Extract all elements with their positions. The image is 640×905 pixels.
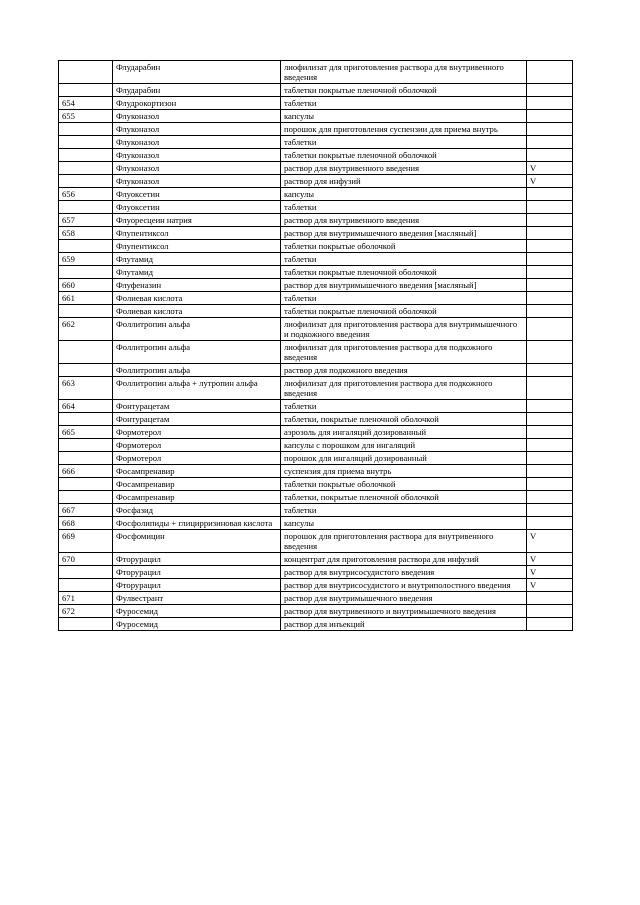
table-row (59, 201, 573, 214)
drug-name-cell: Флуконазол (113, 175, 281, 188)
drug-name-cell: Фоллитропин альфа (113, 318, 281, 341)
table-row (59, 504, 573, 517)
table-row (59, 566, 573, 579)
dosage-form-cell: таблетки покрытые пленочной оболочкой (281, 84, 527, 97)
table-row (59, 292, 573, 305)
dosage-form-cell: порошок для приготовления раствора для внутривенного введения (281, 530, 527, 553)
vital-mark-cell (527, 517, 573, 530)
vital-mark-cell: V (527, 175, 573, 188)
drug-name-cell: Фосампренавир (113, 465, 281, 478)
drug-name-cell: Фторурацил (113, 553, 281, 566)
dosage-form-cell: лиофилизат для приготовления раствора для подкожного введения (281, 377, 527, 400)
table-row (59, 618, 573, 631)
drug-name-cell: Флудрокортизон (113, 97, 281, 110)
drug-name-cell: Фосфомицин (113, 530, 281, 553)
drug-table (58, 60, 573, 631)
vital-mark-cell (527, 341, 573, 364)
vital-mark-cell (527, 84, 573, 97)
drug-name-cell: Фосфазид (113, 504, 281, 517)
row-number-cell: 655 (59, 110, 113, 123)
row-number-cell (59, 413, 113, 426)
row-number-cell: 667 (59, 504, 113, 517)
table-row (59, 491, 573, 504)
drug-name-cell: Фолиевая кислота (113, 292, 281, 305)
row-number-cell: 656 (59, 188, 113, 201)
drug-name-cell: Фуросемид (113, 618, 281, 631)
dosage-form-cell: таблетки (281, 136, 527, 149)
row-number-cell (59, 341, 113, 364)
dosage-form-cell: раствор для подкожного введения (281, 364, 527, 377)
dosage-form-cell: концентрат для приготовления раствора для инфузий (281, 553, 527, 566)
row-number-cell (59, 478, 113, 491)
drug-name-cell: Фосфолипиды + глицирризиновая кислота (113, 517, 281, 530)
dosage-form-cell: таблетки покрытые оболочкой (281, 478, 527, 491)
table-row (59, 97, 573, 110)
row-number-cell: 662 (59, 318, 113, 341)
table-row (59, 214, 573, 227)
drug-name-cell: Флупентиксол (113, 240, 281, 253)
dosage-form-cell: таблетки покрытые пленочной оболочкой (281, 149, 527, 162)
table-row (59, 175, 573, 188)
row-number-cell: 661 (59, 292, 113, 305)
drug-name-cell: Флутамид (113, 253, 281, 266)
table-row (59, 413, 573, 426)
dosage-form-cell: раствор для внутримышечного введения [масляный] (281, 227, 527, 240)
drug-name-cell: Флударабин (113, 84, 281, 97)
vital-mark-cell (527, 504, 573, 517)
drug-name-cell: Фолиевая кислота (113, 305, 281, 318)
drug-name-cell: Флутамид (113, 266, 281, 279)
vital-mark-cell (527, 377, 573, 400)
drug-name-cell: Фоллитропин альфа + лутропин альфа (113, 377, 281, 400)
vital-mark-cell (527, 188, 573, 201)
vital-mark-cell (527, 279, 573, 292)
dosage-form-cell: порошок для приготовления суспензии для приема внутрь (281, 123, 527, 136)
vital-mark-cell (527, 253, 573, 266)
row-number-cell: 671 (59, 592, 113, 605)
row-number-cell (59, 84, 113, 97)
table-row (59, 318, 573, 341)
row-number-cell: 654 (59, 97, 113, 110)
drug-name-cell: Флуконазол (113, 110, 281, 123)
table-row (59, 364, 573, 377)
table-row (59, 341, 573, 364)
drug-name-cell: Флуоксетин (113, 201, 281, 214)
vital-mark-cell (527, 465, 573, 478)
dosage-form-cell: раствор для внутрисосудистого введения (281, 566, 527, 579)
table-row (59, 149, 573, 162)
dosage-form-cell: таблетки покрытые пленочной оболочкой (281, 266, 527, 279)
row-number-cell: 663 (59, 377, 113, 400)
dosage-form-cell: таблетки (281, 201, 527, 214)
dosage-form-cell: раствор для внутримышечного введения (281, 592, 527, 605)
table-row (59, 305, 573, 318)
vital-mark-cell (527, 266, 573, 279)
dosage-form-cell: раствор для внутривенного введения (281, 214, 527, 227)
row-number-cell: 669 (59, 530, 113, 553)
row-number-cell (59, 566, 113, 579)
table-row (59, 188, 573, 201)
row-number-cell (59, 305, 113, 318)
dosage-form-cell: таблетки (281, 400, 527, 413)
vital-mark-cell (527, 110, 573, 123)
dosage-form-cell: таблетки (281, 292, 527, 305)
drug-name-cell: Флупентиксол (113, 227, 281, 240)
vital-mark-cell (527, 491, 573, 504)
vital-mark-cell (527, 318, 573, 341)
dosage-form-cell: капсулы (281, 110, 527, 123)
drug-name-cell: Формотерол (113, 452, 281, 465)
dosage-form-cell: порошок для ингаляций дозированный (281, 452, 527, 465)
drug-name-cell: Флуфеназин (113, 279, 281, 292)
table-row (59, 377, 573, 400)
table-row (59, 579, 573, 592)
dosage-form-cell: таблетки покрытые оболочкой (281, 240, 527, 253)
table-row (59, 605, 573, 618)
vital-mark-cell (527, 201, 573, 214)
drug-name-cell: Формотерол (113, 439, 281, 452)
row-number-cell (59, 123, 113, 136)
table-row (59, 266, 573, 279)
row-number-cell (59, 439, 113, 452)
table-row (59, 592, 573, 605)
table-row (59, 227, 573, 240)
row-number-cell (59, 491, 113, 504)
drug-name-cell: Флуконазол (113, 123, 281, 136)
dosage-form-cell: таблетки, покрытые пленочной оболочкой (281, 491, 527, 504)
drug-name-cell: Фулвестрант (113, 592, 281, 605)
row-number-cell (59, 136, 113, 149)
dosage-form-cell: таблетки, покрытые пленочной оболочкой (281, 413, 527, 426)
dosage-form-cell: лиофилизат для приготовления раствора для внутривенного введения (281, 61, 527, 84)
dosage-form-cell: таблетки покрытые пленочной оболочкой (281, 305, 527, 318)
table-row (59, 279, 573, 292)
row-number-cell (59, 364, 113, 377)
drug-name-cell: Флуоксетин (113, 188, 281, 201)
row-number-cell (59, 240, 113, 253)
vital-mark-cell (527, 227, 573, 240)
table-row (59, 465, 573, 478)
row-number-cell: 660 (59, 279, 113, 292)
drug-name-cell: Фуросемид (113, 605, 281, 618)
dosage-form-cell: лиофилизат для приготовления раствора для внутримышечного и подкожного введения (281, 318, 527, 341)
dosage-form-cell: раствор для внутривенного и внутримышечного введения (281, 605, 527, 618)
table-row (59, 517, 573, 530)
dosage-form-cell: раствор для инфузий (281, 175, 527, 188)
drug-name-cell: Флуконазол (113, 136, 281, 149)
dosage-form-cell: таблетки (281, 253, 527, 266)
drug-name-cell: Флуконазол (113, 149, 281, 162)
dosage-form-cell: капсулы (281, 517, 527, 530)
table-row (59, 123, 573, 136)
table-row (59, 439, 573, 452)
drug-name-cell: Флуоресцеин натрия (113, 214, 281, 227)
drug-name-cell: Фосампренавир (113, 491, 281, 504)
table-row (59, 452, 573, 465)
drug-name-cell: Флуконазол (113, 162, 281, 175)
row-number-cell (59, 618, 113, 631)
vital-mark-cell: V (527, 530, 573, 553)
table-row (59, 84, 573, 97)
vital-mark-cell: V (527, 162, 573, 175)
dosage-form-cell: лиофилизат для приготовления раствора для подкожного введения (281, 341, 527, 364)
drug-name-cell: Фоллитропин альфа (113, 341, 281, 364)
table-row (59, 240, 573, 253)
vital-mark-cell (527, 240, 573, 253)
row-number-cell: 658 (59, 227, 113, 240)
vital-mark-cell: V (527, 553, 573, 566)
table-row (59, 530, 573, 553)
vital-mark-cell (527, 123, 573, 136)
dosage-form-cell: раствор для инъекций (281, 618, 527, 631)
drug-name-cell: Фосампренавир (113, 478, 281, 491)
drug-name-cell: Фонтурацетам (113, 413, 281, 426)
table-row (59, 162, 573, 175)
vital-mark-cell (527, 426, 573, 439)
dosage-form-cell: раствор для внутривенного введения (281, 162, 527, 175)
vital-mark-cell (527, 605, 573, 618)
drug-name-cell: Фоллитропин альфа (113, 364, 281, 377)
row-number-cell (59, 175, 113, 188)
dosage-form-cell: аэрозоль для ингаляций дозированный (281, 426, 527, 439)
vital-mark-cell (527, 439, 573, 452)
vital-mark-cell (527, 149, 573, 162)
vital-mark-cell (527, 305, 573, 318)
drug-name-cell: Фторурацил (113, 566, 281, 579)
row-number-cell (59, 162, 113, 175)
table-row (59, 136, 573, 149)
drug-table-body (59, 61, 573, 631)
drug-name-cell: Формотерол (113, 426, 281, 439)
row-number-cell (59, 201, 113, 214)
row-number-cell (59, 61, 113, 84)
table-row (59, 478, 573, 491)
dosage-form-cell: таблетки (281, 97, 527, 110)
table-row (59, 426, 573, 439)
dosage-form-cell: суспензия для приема внутрь (281, 465, 527, 478)
table-row (59, 253, 573, 266)
dosage-form-cell: таблетки (281, 504, 527, 517)
table-row (59, 61, 573, 84)
vital-mark-cell (527, 97, 573, 110)
table-row (59, 553, 573, 566)
drug-name-cell: Фонтурацетам (113, 400, 281, 413)
dosage-form-cell: раствор для внутрисосудистого и внутриполостного введения (281, 579, 527, 592)
drug-name-cell: Фторурацил (113, 579, 281, 592)
table-row (59, 110, 573, 123)
row-number-cell (59, 452, 113, 465)
vital-mark-cell (527, 618, 573, 631)
row-number-cell: 657 (59, 214, 113, 227)
row-number-cell: 664 (59, 400, 113, 413)
row-number-cell: 659 (59, 253, 113, 266)
row-number-cell: 666 (59, 465, 113, 478)
row-number-cell (59, 149, 113, 162)
vital-mark-cell (527, 136, 573, 149)
vital-mark-cell (527, 61, 573, 84)
vital-mark-cell (527, 478, 573, 491)
drug-name-cell: Флударабин (113, 61, 281, 84)
dosage-form-cell: раствор для внутримышечного введения [масляный] (281, 279, 527, 292)
vital-mark-cell: V (527, 566, 573, 579)
table-row (59, 400, 573, 413)
vital-mark-cell (527, 592, 573, 605)
row-number-cell: 670 (59, 553, 113, 566)
vital-mark-cell (527, 400, 573, 413)
vital-mark-cell (527, 292, 573, 305)
dosage-form-cell: капсулы с порошком для ингаляций (281, 439, 527, 452)
dosage-form-cell: капсулы (281, 188, 527, 201)
vital-mark-cell (527, 452, 573, 465)
vital-mark-cell: V (527, 579, 573, 592)
vital-mark-cell (527, 214, 573, 227)
row-number-cell: 665 (59, 426, 113, 439)
row-number-cell (59, 266, 113, 279)
row-number-cell (59, 579, 113, 592)
vital-mark-cell (527, 413, 573, 426)
vital-mark-cell (527, 364, 573, 377)
row-number-cell: 668 (59, 517, 113, 530)
row-number-cell: 672 (59, 605, 113, 618)
